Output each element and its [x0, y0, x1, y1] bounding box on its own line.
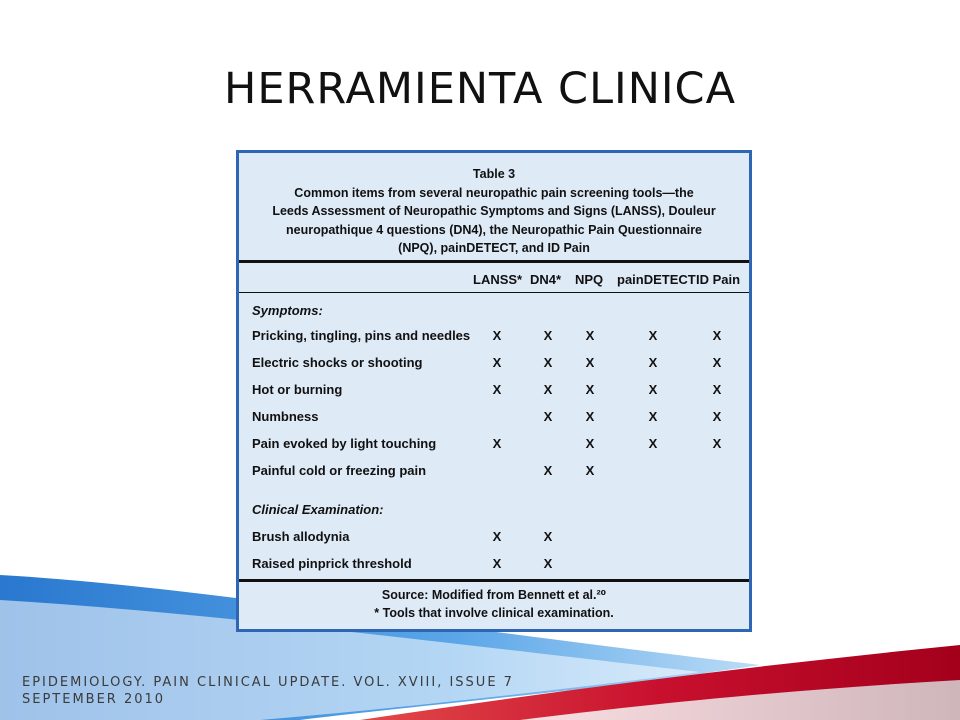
table-cell: X: [543, 328, 553, 343]
row-label: Raised pinprick threshold: [252, 556, 412, 571]
table-cell: X: [585, 409, 595, 424]
row-label: Painful cold or freezing pain: [252, 463, 427, 478]
column-header-paindetect: painDETECT: [617, 272, 696, 287]
row-label: Brush allodynia: [252, 529, 350, 544]
table-cell: X: [543, 556, 553, 571]
table-cell: X: [648, 355, 658, 370]
row-label: Pain evoked by light touching: [252, 436, 437, 451]
table-cell: X: [543, 409, 553, 424]
row-label: Hot or burning: [252, 382, 343, 397]
table-cell: X: [543, 355, 553, 370]
row-label: Numbness: [252, 409, 319, 424]
table-cell: X: [492, 529, 502, 544]
screening-tools-table: [236, 150, 752, 632]
table-cell: X: [648, 328, 658, 343]
table-cell: X: [543, 463, 553, 478]
table-cell: X: [543, 529, 553, 544]
section-title-symptoms: Symptoms:: [252, 303, 323, 318]
row-label: Electric shocks or shooting: [252, 355, 423, 370]
table-cell: X: [712, 328, 722, 343]
caption-line: Common items from several neuropathic pain screening tools—the: [294, 185, 694, 200]
slide-footer-citation: [22, 674, 514, 708]
footer-line: EPIDEMIOLOGY. PAIN CLINICAL UPDATE. VOL. XVIII, ISSUE 7: [22, 675, 514, 690]
table-cell: X: [712, 355, 722, 370]
table-rule: [239, 292, 749, 293]
table-cell: X: [585, 355, 595, 370]
table-cell: X: [712, 382, 722, 397]
table-cell: X: [492, 556, 502, 571]
table-cell: X: [492, 355, 502, 370]
caption-line: neuropathique 4 questions (DN4), the Neuropathic Pain Questionnaire: [285, 222, 703, 237]
table-source-line: Source: Modified from Bennett et al.²⁰: [381, 588, 607, 602]
table-cell: X: [492, 436, 502, 451]
column-header-dn4: DN4*: [530, 272, 562, 287]
table-cell: X: [585, 328, 595, 343]
table-cell: X: [648, 382, 658, 397]
column-header-lanss: LANSS*: [473, 272, 523, 287]
table-cell: X: [492, 328, 502, 343]
table-cell: X: [648, 409, 658, 424]
column-header-id-pain: ID Pain: [696, 272, 741, 287]
table-rule: [239, 579, 749, 582]
table-cell: X: [585, 436, 595, 451]
table-cell: X: [492, 382, 502, 397]
column-header-npq: NPQ: [575, 272, 604, 287]
row-label: Pricking, tingling, pins and needles: [252, 328, 471, 343]
caption-line: (NPQ), painDETECT, and ID Pain: [398, 241, 590, 255]
footer-line: SEPTEMBER 2010: [22, 692, 166, 707]
caption-line: Table 3: [472, 167, 516, 181]
table-cell: X: [648, 436, 658, 451]
slide-title: HERRAMIENTA CLINICA: [223, 64, 736, 114]
caption-line: Leeds Assessment of Neuropathic Symptoms and Signs (LANSS), Douleur: [272, 204, 716, 218]
table-footnote: * Tools that involve clinical examination.: [374, 606, 614, 620]
section-title-clinical-examination: Clinical Examination:: [252, 502, 384, 517]
table-cell: X: [543, 382, 553, 397]
table-cell: X: [585, 463, 595, 478]
table-cell: X: [712, 409, 722, 424]
table-cell: X: [712, 436, 722, 451]
table-caption: [239, 165, 749, 258]
table-rule: [239, 260, 749, 263]
table-cell: X: [585, 382, 595, 397]
